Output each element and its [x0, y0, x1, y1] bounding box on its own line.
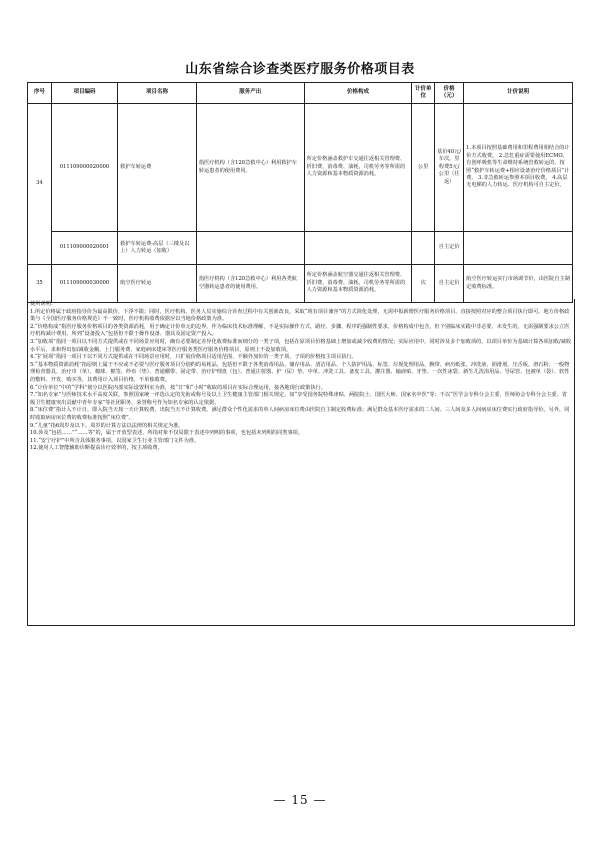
note-item: 12.使用人工智能辅助诊断提高诊疗效率的，按主项收费。 — [30, 445, 163, 452]
usage-notes — [27, 299, 575, 626]
note-item: 11.“安宁疗护”中所含具体服务事项，以国家卫生行业主管部门文件为准。 — [30, 437, 200, 444]
row-note: 1.本项目按照基础费用和里程费用相结合的计价方式收费。 2.急危重症需要使用ECMO、有创呼吸机等生命维持系统管救转运的，按照“救护车转运费+相应设备治疗价格项目”计费。 3.非急救转运参照本项目收费。 4.高层无电梯的人力转运，医疗机构可自主定价。 — [464, 104, 573, 232]
table-header-row — [28, 83, 573, 104]
table-row — [28, 232, 573, 265]
note-item: 1.所定价格属于政府指导价为最高限价，下浮不限；同时，医疗机构、医务人员实施综合诊查过程中有关创新改良，采取“现有项目兼容”的方式简化处理，无需申报新增医疗服务价格项目，直接按照对应的整合项目执行即可。地方价格政策与《全国医疗服务价格规范》不一致时，医疗机构收费依据应以当地价格政策为准。 — [30, 308, 570, 323]
row-unit: 公里 — [412, 104, 435, 232]
notes-heading: 使用说明： — [30, 301, 56, 307]
row-composition: 所定价格涵盖救护车交通往返相关管理费、折旧费、消毒费、油耗，司机劳务等所需的人力资源和基本物质资源消耗。 — [304, 104, 412, 232]
note-item: 2.“价格构成”指医疗服务价格项目的各类资源消耗，用于确定计价单元的边界，作为临床技术标准理解，不是实际操作方式、路径、步骤、程序的强制性要求，价格构成中包含，但个别临床实践中非必要、未发生的，无需强制要求公立医疗机构减计费用。所列“设备投入”包括但不限于操作设备、器具及固定资产投入。 — [30, 323, 570, 338]
document-title: 山东省综合诊查类医疗服务价格项目表 — [185, 62, 415, 77]
row-note: 航空医疗转运实行市场调节价，由医院自主制定收费标准。 — [464, 265, 573, 303]
row-output — [196, 232, 304, 265]
header-note: 计价说明 — [464, 83, 573, 104]
note-item: 3.“加收项”指同一项目以不同方式提供或在不同场景应用时，确有必要制定差异化收费标准而细分的一类子项，包括在原项目价格基础上增加或减少收费的情况；实际应用中，同时涉及多个加收项的，以项目单价为基础计算各项加收/减收水平后，求和得出加/减收金额，上门服务费、家庭病床建床等医疗服务类医疗服务价格项目，原则上不设加收项。 — [30, 338, 572, 353]
row-code: 011109000020000 — [51, 104, 117, 232]
row-unit: 次 — [412, 265, 435, 303]
note-item: 10.涉及“包括……”“……等”的，属于开放型表述，所指对象不仅局限于表述中列明的事项，也包括未列明的同类事项。 — [30, 430, 304, 437]
header-name: 项目名称 — [118, 83, 197, 104]
row-composition — [304, 232, 412, 265]
row-name: 救护车转运费-高层（三楼及以上）人力转运（加收） — [118, 232, 197, 265]
note-item: 4.“扩展项”指同一项目下以不同方式提供或在不同场景应用时，只扩展价格项目适用范围、不额外加价的一类子项，子项的价格按主项目执行。 — [30, 354, 357, 361]
row-output: 指医疗机构（含120急救中心）利用救护车转运患者的使用费用。 — [196, 104, 304, 232]
header-price: 价格（元） — [435, 83, 464, 104]
row-price: 自主定价 — [435, 232, 464, 265]
row-composition: 所定价格涵盖航空器交通往返相关管理费、折旧费、消毒费、油耗，司机劳务等所需的人力资源和基本物质资源消耗。 — [304, 265, 412, 303]
header-code: 项目编码 — [51, 83, 117, 104]
table-row — [28, 104, 573, 232]
row-code: 011109000030000 — [51, 265, 117, 303]
page-number: — 15 — — [273, 793, 327, 807]
header-seq: 序号 — [28, 83, 52, 104]
note-item: 8.“床位费”指计入不计日。即入院当天按一天计算收费，出院当天不计算收费。满足群众个性化需求的单人间病房床位费由医院自主制定收费标准；满足群众基本医疗需求的二人间、三人间及多人间病房床位费实行政府指导价。另外，同时收取病房床位费的收费标准按照“床位费”。 — [30, 407, 570, 421]
row-unit — [412, 232, 435, 265]
note-item: 6.“计价单位”中的“学科”划分以医院内部实际设置科室为准，按“日”和“小时”收取的项目在实际合理运用，接各地现行政策执行。 — [30, 384, 326, 391]
note-item: 5.“基本物质资源消耗”指原则上属于不应或不必要与医疗服务项目分别约的易耗品，包括但不限于各类消毒用品、储存用品、清洁用品、个人防护用品、标签、垃圾处理用品、腕带、病历纸张、冲洗液、润滑剂、压舌板、滑石粉、一般物理检查器具、治疗巾（单）、棉球、棉签、纱布（垫）、普通绷带、固定带、治疗护理盘（包）、普通注射器、护（尿）垫、中单、冲洗工具、备皮工具、灌注器、输液贴、牙垫、一次性冰袋、新生儿洗浴用品、导尿管、包被单（袋）、软性的敷料、开发、购买等，其费用计入项目价格，不单独收费。 — [30, 361, 570, 383]
header-composition: 价格构成 — [304, 83, 412, 104]
note-item: 7.“知名专家”与医师技术水平高度关联，参照国家统一评选认定的先衔或称号及以上卫生健康主管部门相关规定。如“享受国务院特殊津贴、两院院士、国医大师、国家名中医”等；不以“医学会专科分会主委、医师协会专科分会主委、省级卫生健康突出贡献中青年专家”等社团职务、荣誉称号作为知名专家的认定依据。 — [30, 392, 567, 406]
table-row — [28, 265, 573, 303]
row-price: 基价40元/车次，里程费5元/公里（往返） — [435, 104, 464, 232]
note-item: 9.“儿童”指6周岁及以下。周岁的计算方法以法律的相关规定为准。 — [30, 422, 184, 429]
row-note — [464, 232, 573, 265]
row-output: 指医疗机构（含120急救中心）利用各类航空器转运患者的使用费用。 — [196, 265, 304, 303]
price-table — [27, 82, 573, 303]
row-price: 自主定价 — [435, 265, 464, 303]
row-name: 航空医疗转运 — [118, 265, 197, 303]
row-seq: 34 — [28, 104, 52, 265]
header-output: 服务产出 — [196, 83, 304, 104]
row-name: 救护车转运费 — [118, 104, 197, 232]
row-seq: 35 — [28, 265, 52, 303]
row-code: 011109000020001 — [51, 232, 117, 265]
header-unit: 计价单位 — [412, 83, 435, 104]
